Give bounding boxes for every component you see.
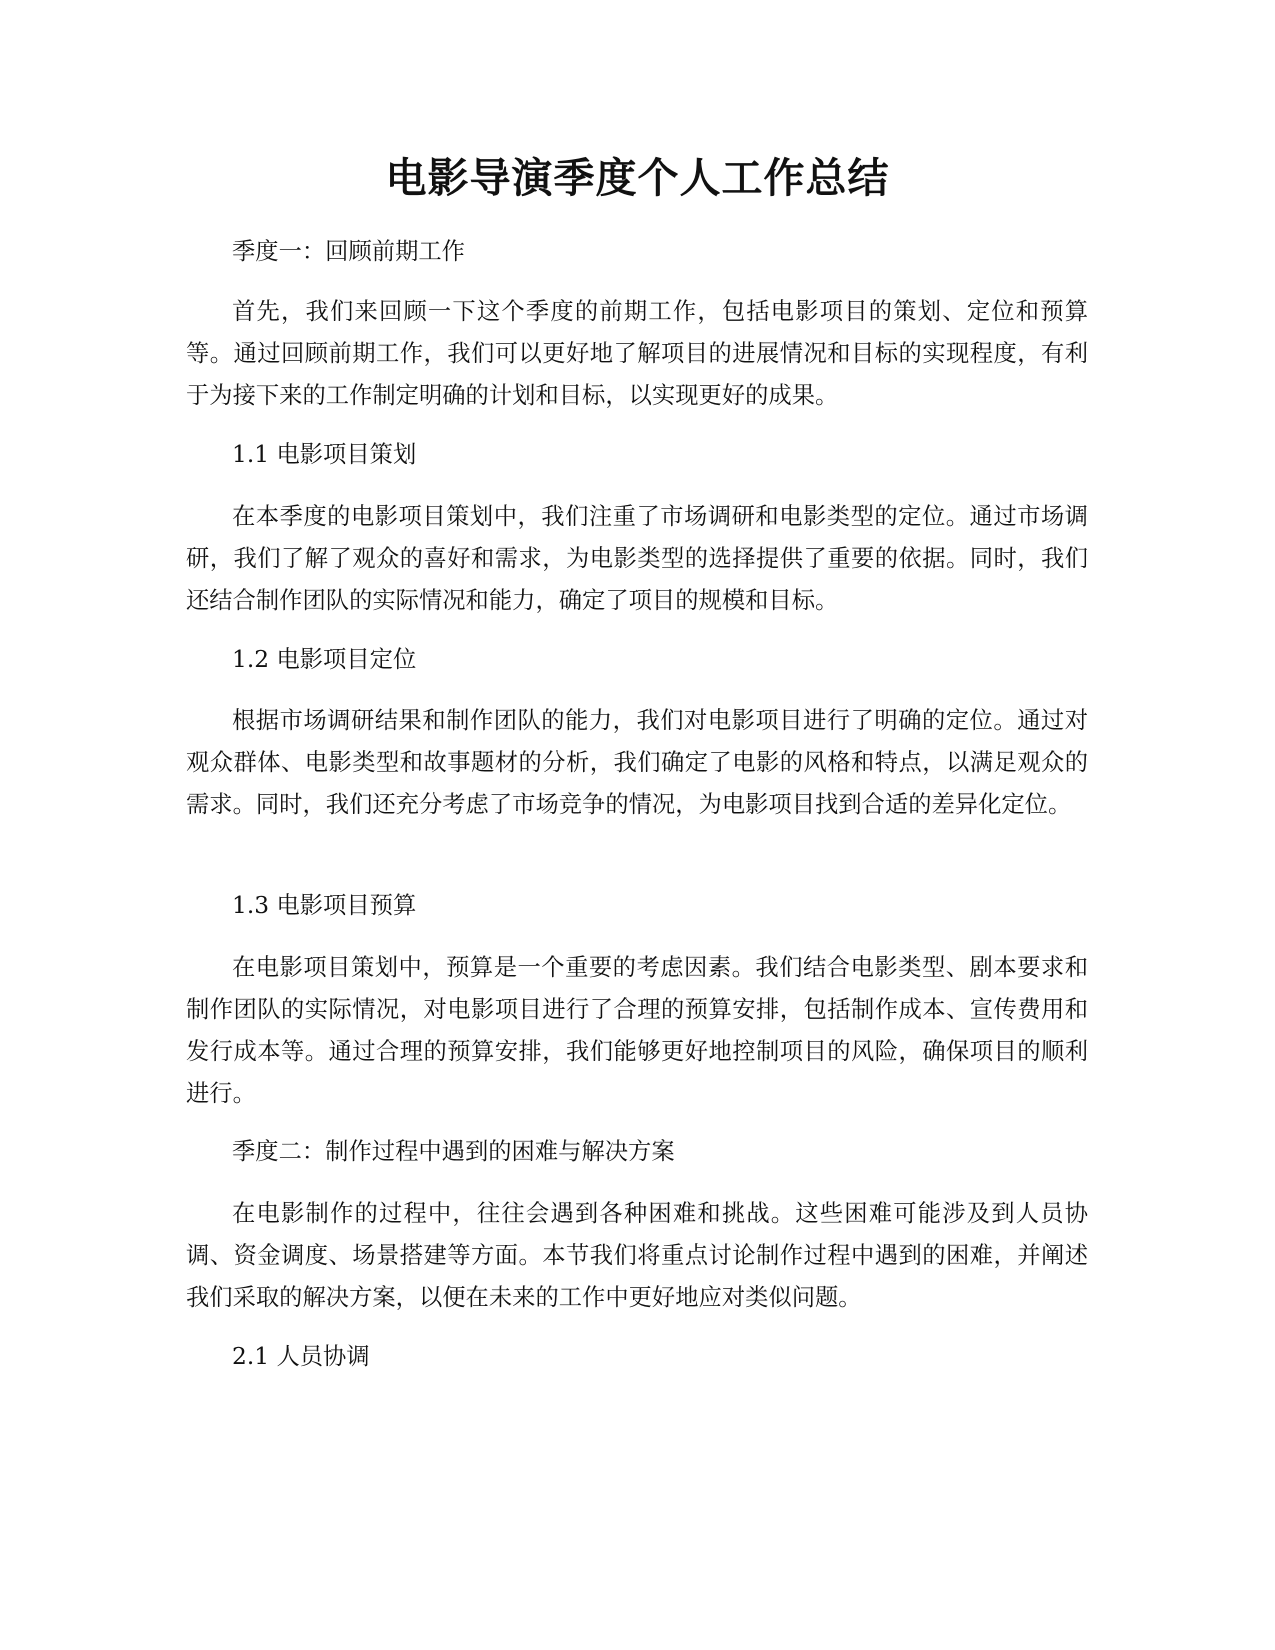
paragraph: 在电影制作的过程中，往往会遇到各种困难和挑战。这些困难可能涉及到人员协调、资金调度、场景搭建等方面。本节我们将重点讨论制作过程中遇到的困难，并阐述我们采取的解决方案，以便在未来的工作中更好地应对类似问题。 bbox=[186, 1200, 1088, 1311]
section-heading: 季度二：制作过程中遇到的困难与解决方案 bbox=[232, 1138, 675, 1165]
paragraph: 首先，我们来回顾一下这个季度的前期工作，包括电影项目的策划、定位和预算等。通过回顾前期工作，我们可以更好地了解项目的进展情况和目标的实现程度，有利于为接下来的工作制定明确的计划和目标，以实现更好的成果。 bbox=[186, 298, 1088, 409]
paragraph: 在电影项目策划中，预算是一个重要的考虑因素。我们结合电影类型、剧本要求和制作团队的实际情况，对电影项目进行了合理的预算安排，包括制作成本、宣传费用和发行成本等。通过合理的预算安排，我们能够更好地控制项目的风险，确保项目的顺利进行。 bbox=[186, 954, 1088, 1107]
paragraph: 在本季度的电影项目策划中，我们注重了市场调研和电影类型的定位。通过市场调研，我们了解了观众的喜好和需求，为电影类型的选择提供了重要的依据。同时，我们还结合制作团队的实际情况和能力，确定了项目的规模和目标。 bbox=[186, 503, 1088, 614]
section-heading: 季度一：回顾前期工作 bbox=[232, 238, 465, 265]
section-heading: 1.3 电影项目预算 bbox=[232, 892, 417, 919]
section-heading: 2.1 人员协调 bbox=[232, 1343, 370, 1370]
document-title: 电影导演季度个人工作总结 bbox=[385, 154, 890, 202]
paragraph: 根据市场调研结果和制作团队的能力，我们对电影项目进行了明确的定位。通过对观众群体、电影类型和故事题材的分析，我们确定了电影的风格和特点，以满足观众的需求。同时，我们还充分考虑了市场竞争的情况，为电影项目找到合适的差异化定位。 bbox=[186, 707, 1088, 818]
section-heading: 1.1 电影项目策划 bbox=[232, 441, 417, 468]
section-heading: 1.2 电影项目定位 bbox=[232, 646, 417, 673]
